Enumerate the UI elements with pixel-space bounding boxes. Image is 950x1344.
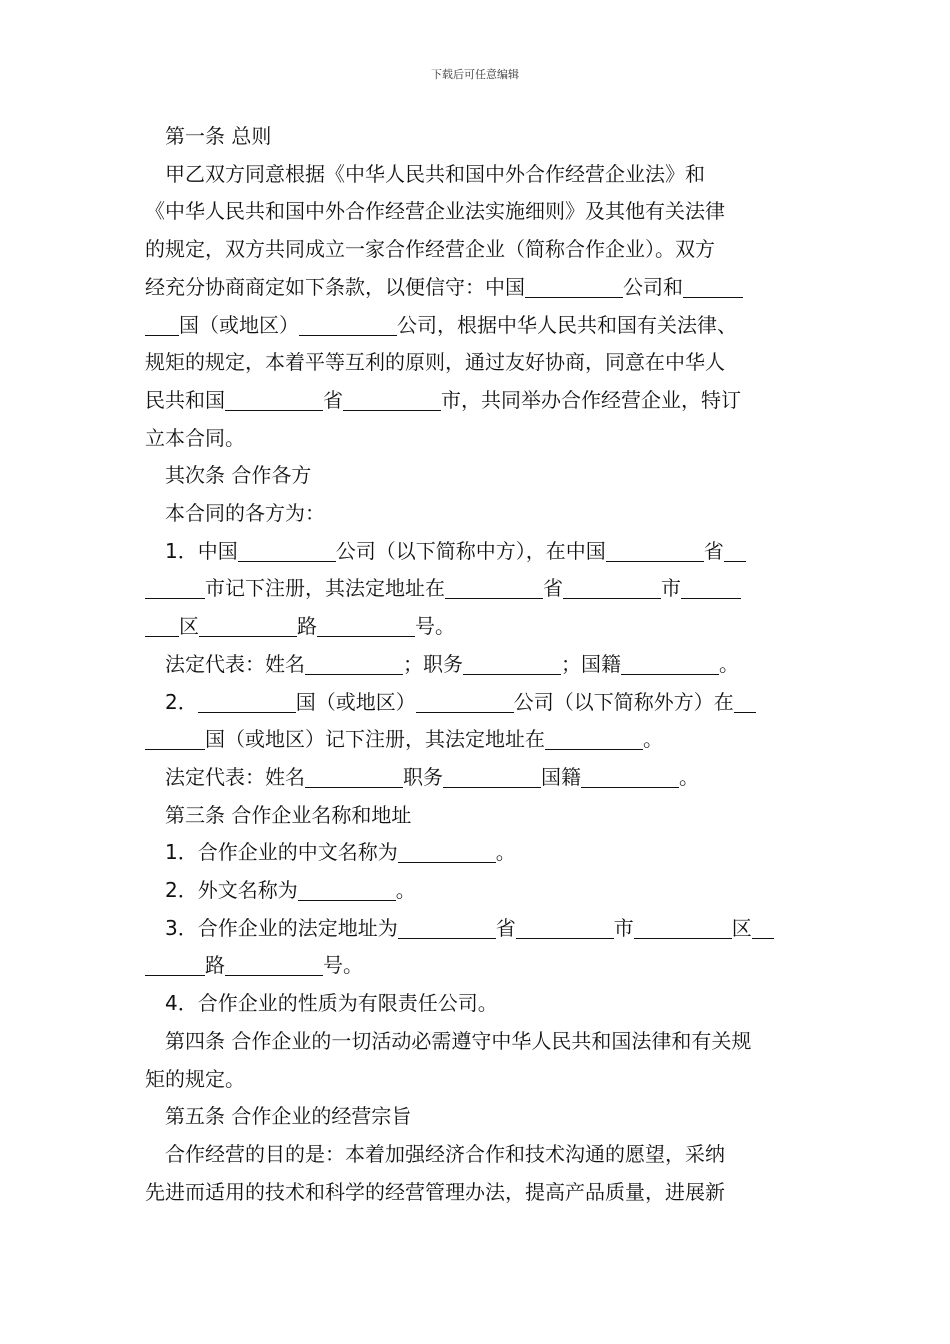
blank-field[interactable] <box>563 576 661 599</box>
blank-field[interactable] <box>145 576 205 599</box>
paragraph-line: 规矩的规定，本着平等互利的原则，通过友好协商，同意在中华人 <box>145 350 725 375</box>
blank-field[interactable] <box>443 765 541 788</box>
paragraph-line: 合作经营的目的是：本着加强经济合作和技术沟通的愿望，采纳 <box>165 1141 725 1166</box>
paragraph-line: 路 号。 <box>145 947 808 985</box>
blank-field[interactable] <box>305 765 403 788</box>
paragraph-line: 经充分协商商定如下条款，以便信守：中国 公司和 <box>145 269 808 307</box>
paragraph-line: 2． 国（或地区） 公司（以下简称外方）在 <box>145 684 808 722</box>
article-2-heading: 其次条 合作各方 <box>165 463 312 488</box>
blank-field[interactable] <box>145 614 179 637</box>
blank-field[interactable] <box>621 652 719 675</box>
blank-field[interactable] <box>238 539 336 562</box>
blank-field[interactable] <box>298 878 396 901</box>
blank-field[interactable] <box>145 313 179 336</box>
paragraph-line: 2．外文名称为 。 <box>165 878 416 903</box>
paragraph-line: 区 路 号。 <box>145 608 808 646</box>
paragraph-line: 本合同的各方为： <box>165 501 325 526</box>
article-3-heading: 第三条 合作企业名称和地址 <box>165 802 412 827</box>
paragraph-line: 1．中国 公司（以下简称中方），在中国 省 <box>145 533 808 571</box>
paragraph-line: 立本合同。 <box>145 425 245 450</box>
blank-field[interactable] <box>398 840 496 863</box>
blank-field[interactable] <box>606 539 704 562</box>
blank-field[interactable] <box>225 953 323 976</box>
article-1-heading: 第一条 总则 <box>165 124 272 148</box>
blank-field[interactable] <box>145 727 205 750</box>
paragraph-line: 民共和国 省 市，共同举办合作经营企业，特订 <box>145 387 741 412</box>
paragraph-line: 3．合作企业的法定地址为 省 市 区 <box>145 910 808 948</box>
blank-field[interactable] <box>734 690 756 713</box>
contract-body <box>145 118 808 1211</box>
blank-field[interactable] <box>299 313 397 336</box>
blank-field[interactable] <box>225 388 323 411</box>
blank-field[interactable] <box>198 690 296 713</box>
blank-field[interactable] <box>724 539 746 562</box>
blank-field[interactable] <box>545 727 643 750</box>
paragraph-line: 国（或地区） 公司，根据中华人民共和国有关法律、 <box>145 307 808 345</box>
blank-field[interactable] <box>634 916 732 939</box>
article-5-heading: 第五条 合作企业的经营宗旨 <box>165 1104 412 1129</box>
paragraph-line: 国（或地区）记下注册，其法定地址在 。 <box>145 721 808 759</box>
paragraph-line: 法定代表：姓名 职务 国籍 。 <box>165 764 699 789</box>
blank-field[interactable] <box>683 275 743 298</box>
blank-field[interactable] <box>416 690 514 713</box>
blank-field[interactable] <box>525 275 623 298</box>
blank-field[interactable] <box>463 652 561 675</box>
blank-field[interactable] <box>398 916 496 939</box>
paragraph-line: 矩的规定。 <box>145 1066 245 1091</box>
page-header: 下载后可任意编辑 <box>431 68 519 81</box>
blank-field[interactable] <box>343 388 441 411</box>
article-4-heading: 第四条 合作企业的一切活动必需遵守中华人民共和国法律和有关规 <box>165 1028 752 1053</box>
blank-field[interactable] <box>516 916 614 939</box>
paragraph-line: 1．合作企业的中文名称为 。 <box>165 840 516 865</box>
blank-field[interactable] <box>305 652 403 675</box>
paragraph-line: 市记下注册，其法定地址在 省 市 <box>145 570 808 608</box>
paragraph-line: 4．合作企业的性质为有限责任公司。 <box>165 991 498 1016</box>
blank-field[interactable] <box>199 614 297 637</box>
blank-field[interactable] <box>752 916 774 939</box>
blank-field[interactable] <box>581 765 679 788</box>
blank-field[interactable] <box>145 953 205 976</box>
paragraph-line: 甲乙双方同意根据《中华人民共和国中外合作经营企业法》和 <box>165 161 705 186</box>
paragraph-line: 先进而适用的技术和科学的经营管理办法，提高产品质量，进展新 <box>145 1179 725 1204</box>
paragraph-line: 的规定，双方共同成立一家合作经营企业（简称合作企业）。双方 <box>145 237 715 262</box>
blank-field[interactable] <box>317 614 415 637</box>
blank-field[interactable] <box>445 576 543 599</box>
blank-field[interactable] <box>681 576 741 599</box>
paragraph-line: 《中华人民共和国中外合作经营企业法实施细则》及其他有关法律 <box>145 199 725 224</box>
paragraph-line: 法定代表：姓名 ；职务 ；国籍 。 <box>165 651 739 676</box>
